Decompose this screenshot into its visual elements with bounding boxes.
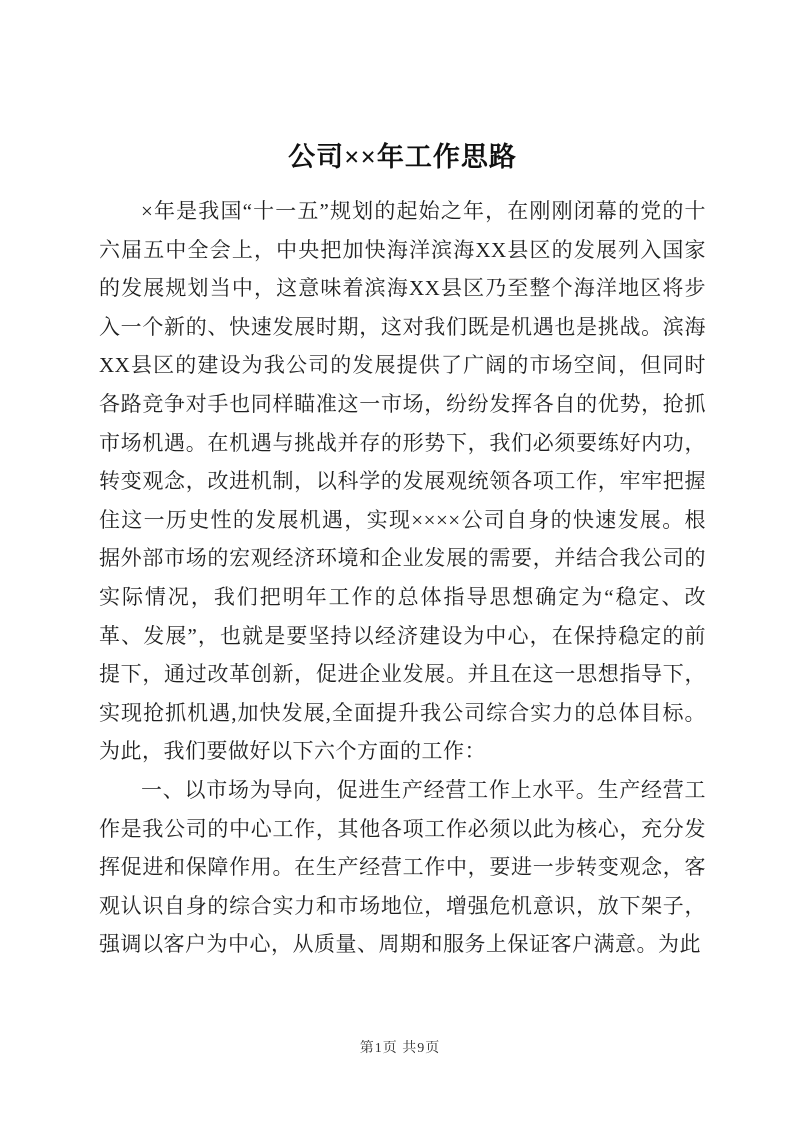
document-title: 公司××年工作思路 <box>288 142 517 172</box>
document-content <box>99 136 706 964</box>
page-number-footer: 第1页 共9页 <box>359 1041 441 1056</box>
paragraph-intro: ×年是我国“十一五”规划的起始之年，在刚刚闭幕的党的十六届五中全会上，中央把加快海洋滨海XX县区的发展列入国家的发展规划当中，这意味着滨海XX县区乃至整个海洋地区将步入一个新的、快速发展时期，这对我们既是机遇也是挑战。滨海XX县区的建设为我公司的发展提供了广阔的市场空间，但同时各路竞争对手也同样瞄准这一市场，纷纷发挥各自的优势，抢抓市场机遇。在机遇与挑战并存的形势下，我们必须要练好内功，转变观念，改进机制，以科学的发展观统领各项工作，牢牢把握住这一历史性的发展机遇，实现××××公司自身的快速发展。根据外部市场的宏观经济环境和企业发展的需要，并结合我公司的实际情况，我们把明年工作的总体指导思想确定为“稳定、改革、发展”，也就是要坚持以经济建设为中心，在保持稳定的前提下，通过改革创新，促进企业发展。并且在这一思想指导下，实现抢抓机遇,加快发展,全面提升我公司综合实力的总体目标。为此，我们要做好以下六个方面的工作： <box>99 199 706 764</box>
paragraph-section-one: 一、以市场为导向，促进生产经营工作上水平。生产经营工作是我公司的中心工作，其他各项工作必须以此为核心，充分发挥促进和保障作用。在生产经营工作中，要进一步转变观念，客观认识自身的综合实力和市场地位，增强危机意识，放下架子，强调以客户为中心，从质量、周期和服务上保证客户满意。为此 <box>99 777 706 957</box>
